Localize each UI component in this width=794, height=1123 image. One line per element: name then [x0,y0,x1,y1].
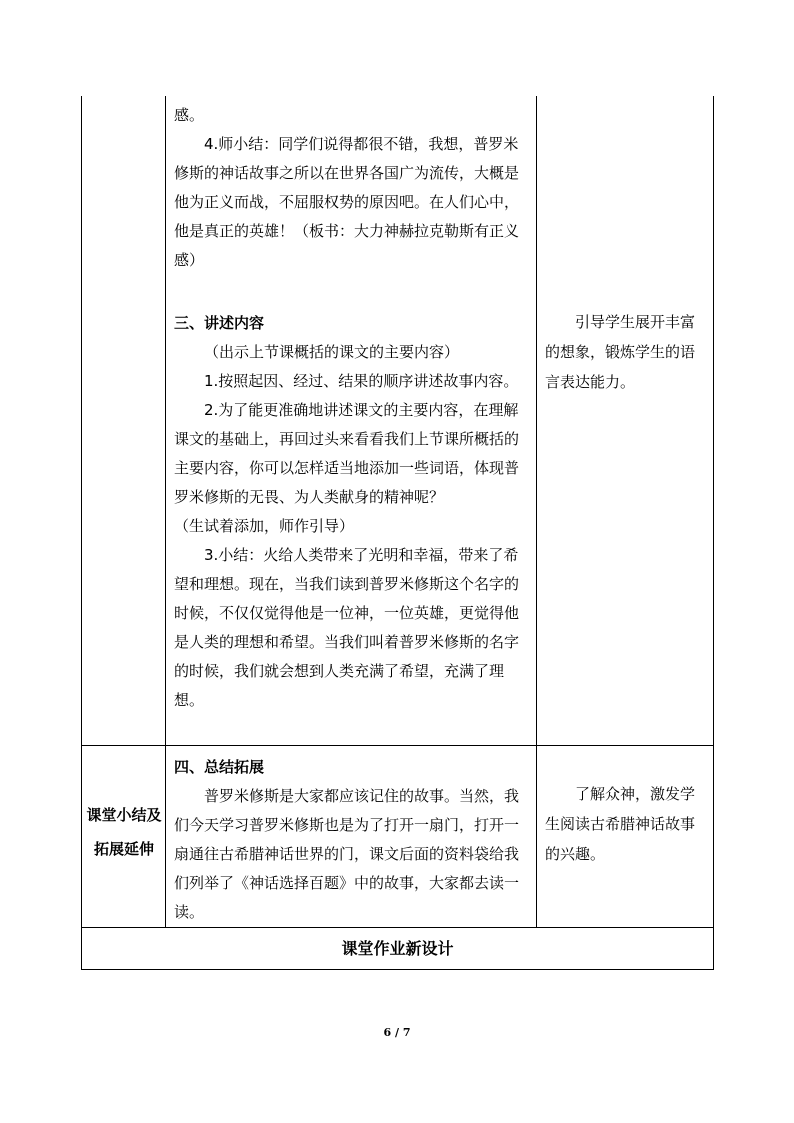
page-number: 6 / 7 [383,1026,411,1039]
design-note-text: 引导学生展开丰富的想象，锻炼学生的语言表达能力。 [545,313,696,391]
summary-content [174,753,526,927]
paragraph-add-words: 2.为了能更准确地讲述课文的主要内容，在理解课文的基础上，再回过头来看看我们上节课所概括的主要内容，你可以怎样适当地添加一些词语，体现普罗米修斯的无畏、为人类献身的精神呢？ [174,401,520,506]
row-divider-summary [81,745,714,746]
paragraph-teacher-summary: 4.师小结：同学们说得都很不错，我想，普罗米修斯的神话故事之所以在世界各国广为流传，大概是他为正义而战，不屈服权势的原因吧。在人们心中，他是真正的英雄！（板书：大力神赫拉克勒斯有正义感） [174,135,520,269]
paragraph-retell-order: 1.按照起因、经过、结果的顺序讲述故事内容。 [204,372,519,390]
paragraph-student-try: （生试着添加，师作引导） [174,517,355,535]
paragraph-summary: 3.小结：火给人类带来了光明和幸福，带来了希望和理想。现在，当我们读到普罗米修斯这个名字的时候，不仅仅觉得他是一位神，一位英雄，更觉得他是人类的理想和希望。当我们叫着普罗米修斯的名字的时候，我们就会想到人类充满了希望，充满了理想。 [174,546,520,709]
heading-section-4: 四、总结拓展 [174,758,265,776]
row-label-summary: 课堂小结及拓展延伸 [86,806,162,858]
homework-design-title: 课堂作业新设计 [341,939,454,958]
column-divider-right [536,96,537,928]
heading-section-3: 三、讲述内容 [174,314,265,332]
design-note-section-4 [545,779,707,869]
design-note-text: 了解众神，激发学生阅读古希腊神话故事的兴趣。 [545,785,696,863]
paragraph-show-content: （出示上节课概括的课文的主要内容） [204,343,460,361]
paragraph-summary-expand: 普罗米修斯是大家都应该记住的故事。当然，我们今天学习普罗米修斯也是为了打开一扇门，打开一扇通往古希腊神话世界的门，课文后面的资料袋给我们列举了《神话选择百题》中的故事，大家都去读一读。 [174,787,520,921]
teaching-content-section-3 [174,309,526,715]
column-divider-left [165,96,166,928]
teaching-content-top [174,101,526,275]
design-note-section-3 [545,307,707,397]
paragraph-continuation: 感。 [174,106,205,124]
